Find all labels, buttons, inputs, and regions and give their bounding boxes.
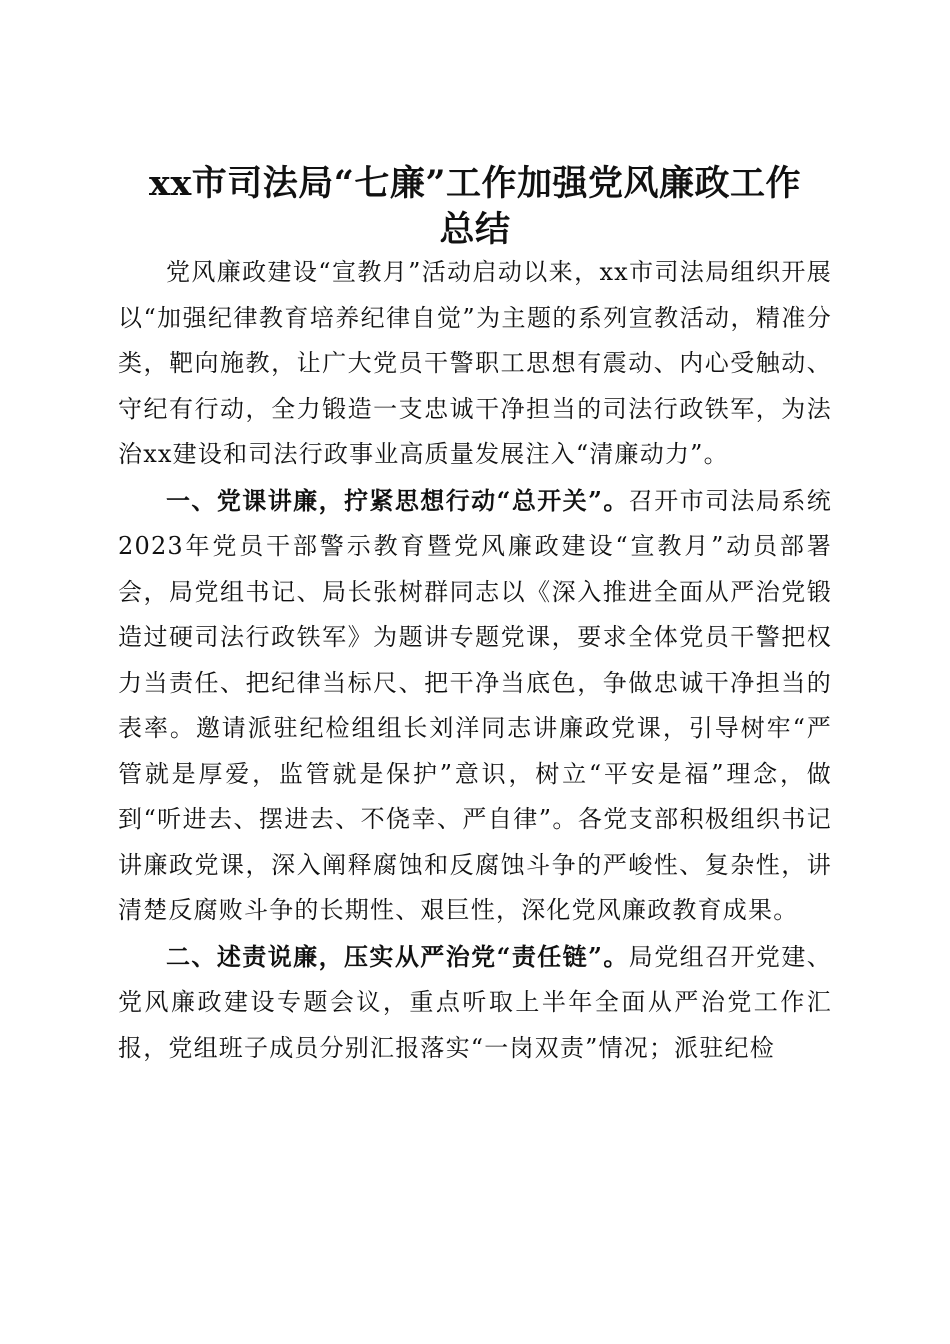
document-title bbox=[118, 161, 832, 253]
section-1-paragraph bbox=[118, 478, 832, 934]
title-line-1: xx市司法局“七廉”工作加强党风廉政工作 bbox=[149, 163, 801, 205]
title-line-2: 总结 bbox=[439, 209, 511, 251]
document-body bbox=[118, 250, 832, 1071]
section-2-heading: 二、述责说廉，压实从严治党“责任链”。 bbox=[166, 941, 629, 971]
section-2-paragraph bbox=[118, 934, 832, 1072]
section-2-text: 局党组召开党建、党风廉政建设专题会议，重点听取上半年全面从严治党工作汇报，党组班子成员分别汇报落实“一岗双责”情况；派驻纪检 bbox=[118, 942, 832, 1062]
intro-paragraph: 党风廉政建设“宣教月”活动启动以来，xx市司法局组织开展以“加强纪律教育培养纪律自觉”为主题的系列宣教活动，精准分类，靶向施教，让广大党员干警职工思想有震动、内心受触动、守纪有行动，全力锻造一支忠诚干净担当的司法行政铁军，为法治xx建设和司法行政事业高质量发展注入“清廉动力”。 bbox=[118, 258, 832, 468]
section-1-text: 召开市司法局系统2023年党员干部警示教育暨党风廉政建设“宣教月”动员部署会，局党组书记、局长张树群同志以《深入推进全面从严治党锻造过硬司法行政铁军》为题讲专题党课，要求全体党员干警把权力当责任、把纪律当标尺、把干净当底色，争做忠诚干净担当的表率。邀请派驻纪检组组长刘洋同志讲廉政党课，引导树牢“严管就是厚爱，监管就是保护”意识，树立“平安是福”理念，做到“听进去、摆进去、不侥幸、严自律”。各党支部积极组织书记讲廉政党课，深入阐释腐蚀和反腐蚀斗争的严峻性、复杂性，讲清楚反腐败斗争的长期性、艰巨性，深化党风廉政教育成果。 bbox=[118, 486, 832, 924]
section-1-heading: 一、党课讲廉，拧紧思想行动“总开关”。 bbox=[166, 485, 629, 515]
